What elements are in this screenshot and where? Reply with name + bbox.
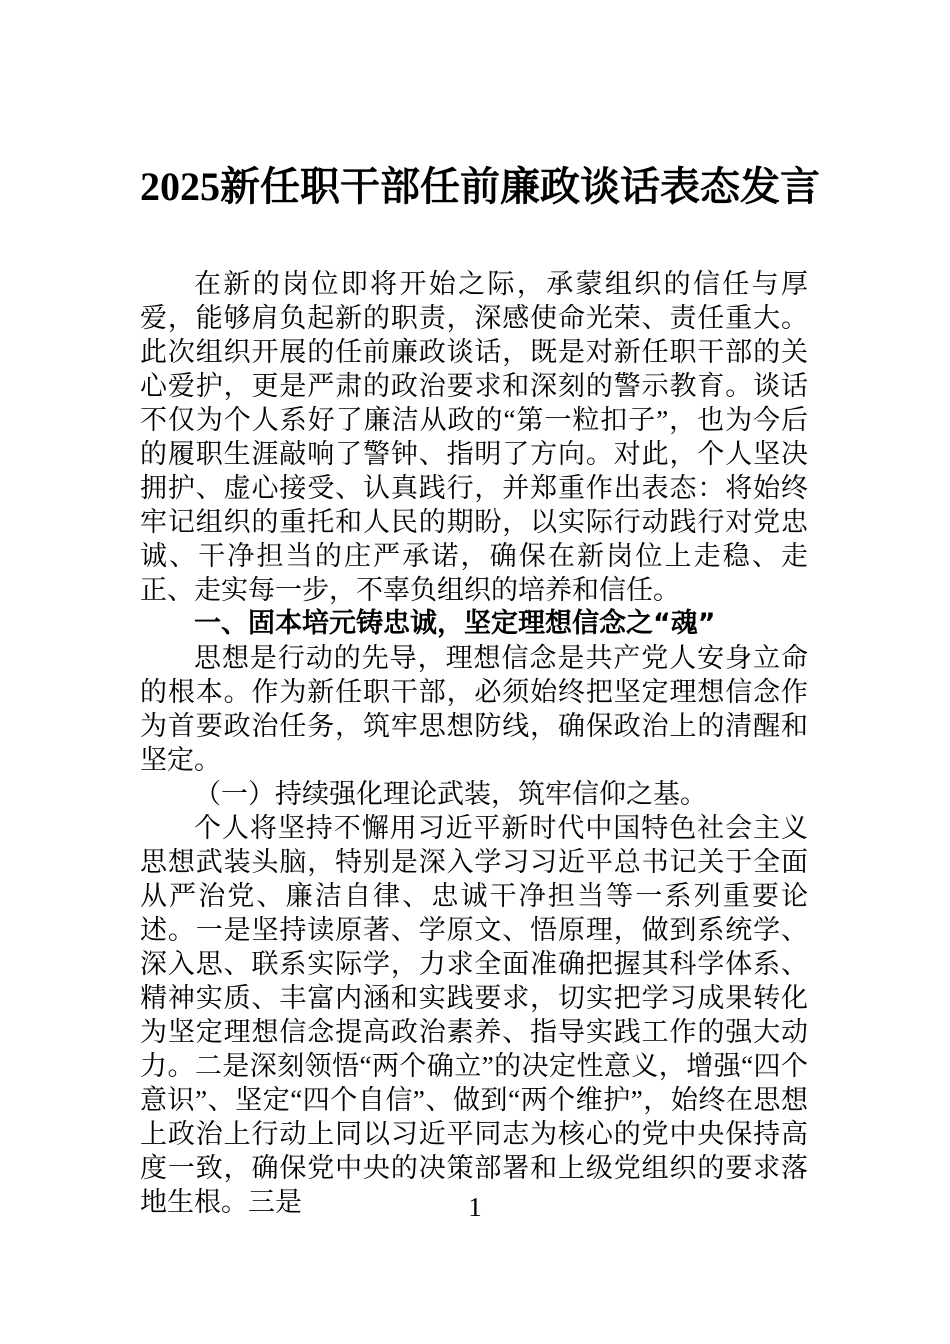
paragraph-opening-statement: 在新的岗位即将开始之际，承蒙组织的信任与厚爱，能够肩负起新的职责，深感使命光荣、责任重大。此次组织开展的任前廉政谈话，既是对新任职干部的关心爱护，更是严肃的政治要求和深刻的警示教育。谈话不仅为个人系好了廉洁从政的“第一粒扣子”，也为今后的履职生涯敲响了警钟、指明了方向。对此，个人坚决拥护、虚心接受、认真践行，并郑重作出表态：将始终牢记组织的重托和人民的期盼，以实际行动践行对党忠诚、干净担当的庄严承诺，确保在新岗位上走稳、走正、走实每一步，不辜负组织的培养和信任。 <box>140 269 808 605</box>
subsection-heading-one-one: （一）持续强化理论武装，筑牢信仰之基。 <box>194 779 707 809</box>
page-number: 1 <box>468 1192 482 1222</box>
paragraph-theory-armament: 个人将坚持不懈用习近平新时代中国特色社会主义思想武装头脑，特别是深入学习习近平总书记关于全面从严治党、廉洁自律、忠诚干净担当等一系列重要论述。一是坚持读原著、学原文、悟原理，做到系统学、深入思、联系实际学，力求全面准确把握其科学体系、精神实质、丰富内涵和实践要求，切实把学习成果转化为坚定理想信念提高政治素养、指导实践工作的强大动力。二是深刻领悟“两个确立”的决定性意义，增强“四个意识”、坚定“四个自信”、做到“两个维护”，始终在思想上政治上行动上同以习近平同志为核心的党中央保持高度一致，确保党中央的决策部署和上级党组织的要求落地生根。三是 <box>140 813 808 1217</box>
paragraph-ideals-belief: 思想是行动的先导，理想信念是共产党人安身立命的根本。作为新任职干部，必须始终把坚定理想信念作为首要政治任务，筑牢思想防线，确保政治上的清醒和坚定。 <box>140 643 808 775</box>
document-title: 2025新任职干部任前廉政谈话表态发言 <box>140 164 820 209</box>
section-heading-one: 一、固本培元铸忠诚，坚定理想信念之“魂” <box>194 608 716 639</box>
